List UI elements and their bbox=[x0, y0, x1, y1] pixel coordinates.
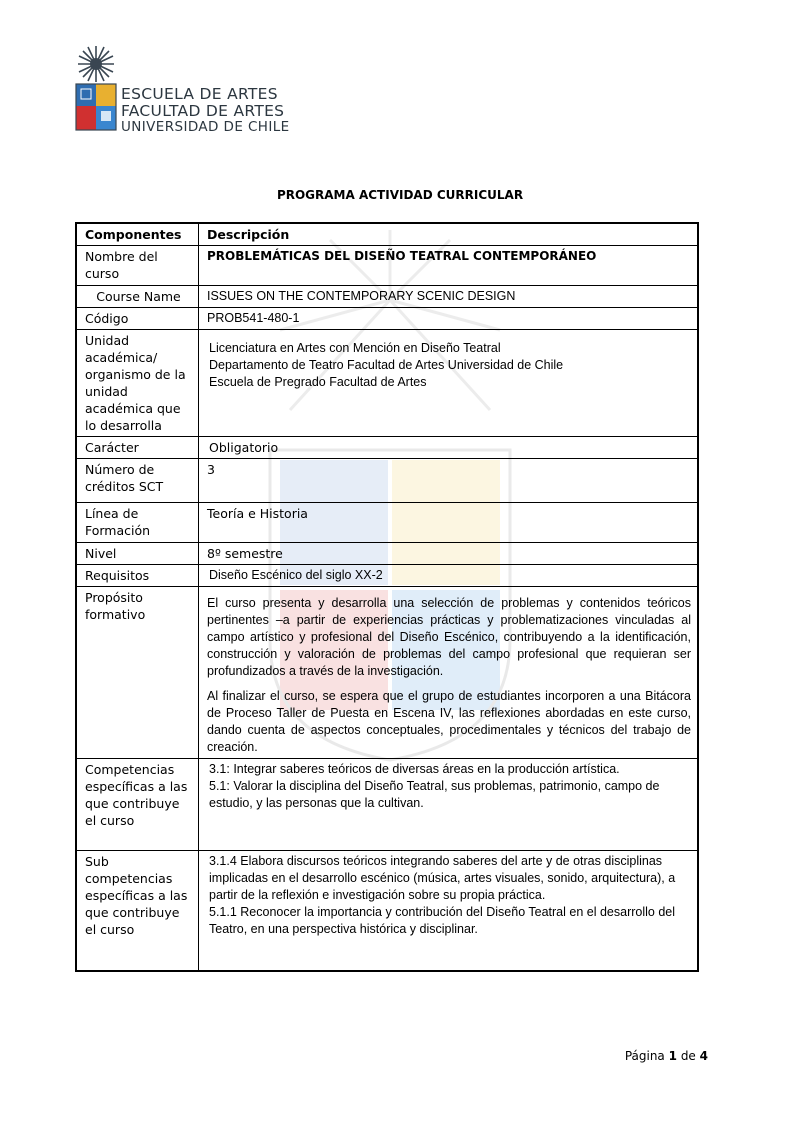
value-course-name: PROBLEMÁTICAS DEL DISEÑO TEATRAL CONTEMPORÁNEO bbox=[199, 246, 699, 286]
label-credits: Número de créditos SCT bbox=[76, 459, 199, 503]
value-purpose bbox=[199, 587, 699, 759]
sun-emblem-icon bbox=[78, 46, 114, 82]
value-credits: 3 bbox=[199, 459, 699, 503]
value-subcompetencies bbox=[199, 851, 699, 971]
row-formation-line bbox=[76, 503, 698, 543]
label-level: Nivel bbox=[76, 543, 199, 565]
label-character: Carácter bbox=[76, 437, 199, 459]
label-formation-line: Línea de Formación bbox=[76, 503, 199, 543]
label-competencies: Competencias específicas a las que contribuye el curso bbox=[76, 759, 199, 851]
value-level: 8º semestre bbox=[199, 543, 699, 565]
label-requisites: Requisitos bbox=[76, 565, 199, 587]
row-competencies bbox=[76, 759, 698, 851]
value-character: Obligatorio bbox=[199, 437, 699, 459]
unit-line-school: Escuela de Pregrado Facultad de Artes bbox=[209, 375, 427, 389]
page-number bbox=[625, 1049, 708, 1063]
row-course-name-en bbox=[76, 286, 698, 308]
page-word: Página bbox=[624, 1049, 665, 1063]
value-course-name-en: ISSUES ON THE CONTEMPORARY SCENIC DESIGN bbox=[199, 286, 699, 308]
value-formation-line: Teoría e Historia bbox=[199, 503, 699, 543]
unit-line-department: Departamento de Teatro Facultad de Artes Universidad de Chile bbox=[209, 358, 564, 372]
label-course-name-en: Course Name bbox=[76, 286, 199, 308]
competency-5-1: 5.1: Valorar la disciplina del Diseño Teatral, sus problemas, patrimonio, campo de estudio, y las personas que la cultivan. bbox=[209, 779, 660, 810]
competency-3-1: 3.1: Integrar saberes teóricos de diversas áreas en la producción artística. bbox=[209, 762, 620, 776]
logo-line-school: ESCUELA DE ARTES bbox=[121, 85, 278, 103]
value-requisites: Diseño Escénico del siglo XX-2 bbox=[199, 565, 699, 587]
logo-text bbox=[121, 86, 290, 135]
row-course-name bbox=[76, 246, 698, 286]
row-level bbox=[76, 543, 698, 565]
row-subcompetencies bbox=[76, 851, 698, 971]
page-current: 1 bbox=[668, 1049, 677, 1063]
logo-line-faculty: FACULTAD DE ARTES bbox=[121, 102, 285, 120]
subcompetency-3-1-4: 3.1.4 Elabora discursos teóricos integrando saberes del arte y de otras disciplinas implicadas en el desarrollo escénico (música, artes visuales, sonido, arquitectura), a partir de la reflexión e investigación sobre su propia práctica. bbox=[209, 854, 676, 902]
unit-line-degree: Licenciatura en Artes con Mención en Diseño Teatral bbox=[209, 341, 501, 355]
label-unit: Unidad académica/ organismo de la unidad académica que lo desarrolla bbox=[76, 330, 199, 437]
value-unit bbox=[199, 330, 699, 437]
value-competencies bbox=[199, 759, 699, 851]
label-code: Código bbox=[76, 308, 199, 330]
row-unit bbox=[76, 330, 698, 437]
row-code bbox=[76, 308, 698, 330]
table-header-row bbox=[76, 223, 698, 246]
curricular-table bbox=[75, 222, 699, 972]
document-title: PROGRAMA ACTIVIDAD CURRICULAR bbox=[276, 188, 524, 202]
purpose-paragraph-2: Al finalizar el curso, se espera que el grupo de estudiantes incorporen a una Bitácora de Proceso Taller de Puesta en Escena IV, las reflexiones abordadas en este curso, dando cuenta de aspectos conceptuales, procedimentales y técnicos del trabajo de creación. bbox=[207, 689, 691, 754]
label-purpose: Propósito formativo bbox=[76, 587, 199, 759]
purpose-paragraph-1: El curso presenta y desarrolla una selección de problemas y contenidos teóricos pertinentes –a partir de experiencias prácticas y problematizaciones vinculadas al campo artístico y profesional del Diseño Escénico, contribuyendo a la identificación, construcción y valoración de problemas del campo profesional que requieran ser profundizados a través de la investigación. bbox=[207, 596, 691, 678]
label-subcompetencies: Sub competencias específicas a las que contribuye el curso bbox=[76, 851, 199, 971]
crest-shield-icon bbox=[76, 84, 116, 130]
page-total: 4 bbox=[699, 1049, 708, 1063]
row-character bbox=[76, 437, 698, 459]
subcompetency-5-1-1: 5.1.1 Reconocer la importancia y contribución del Diseño Teatral en el desarrollo del Teatro, en una perspectiva histórica y disciplinar. bbox=[209, 905, 676, 936]
logo-line-university: UNIVERSIDAD DE CHILE bbox=[121, 119, 290, 135]
row-requisites bbox=[76, 565, 698, 587]
page-of: de bbox=[680, 1049, 696, 1063]
header-components: Componentes bbox=[76, 223, 199, 246]
row-credits bbox=[76, 459, 698, 503]
label-course-name: Nombre del curso bbox=[76, 246, 199, 286]
header-description: Descripción bbox=[199, 223, 699, 246]
row-purpose bbox=[76, 587, 698, 759]
value-code: PROB541-480-1 bbox=[199, 308, 699, 330]
